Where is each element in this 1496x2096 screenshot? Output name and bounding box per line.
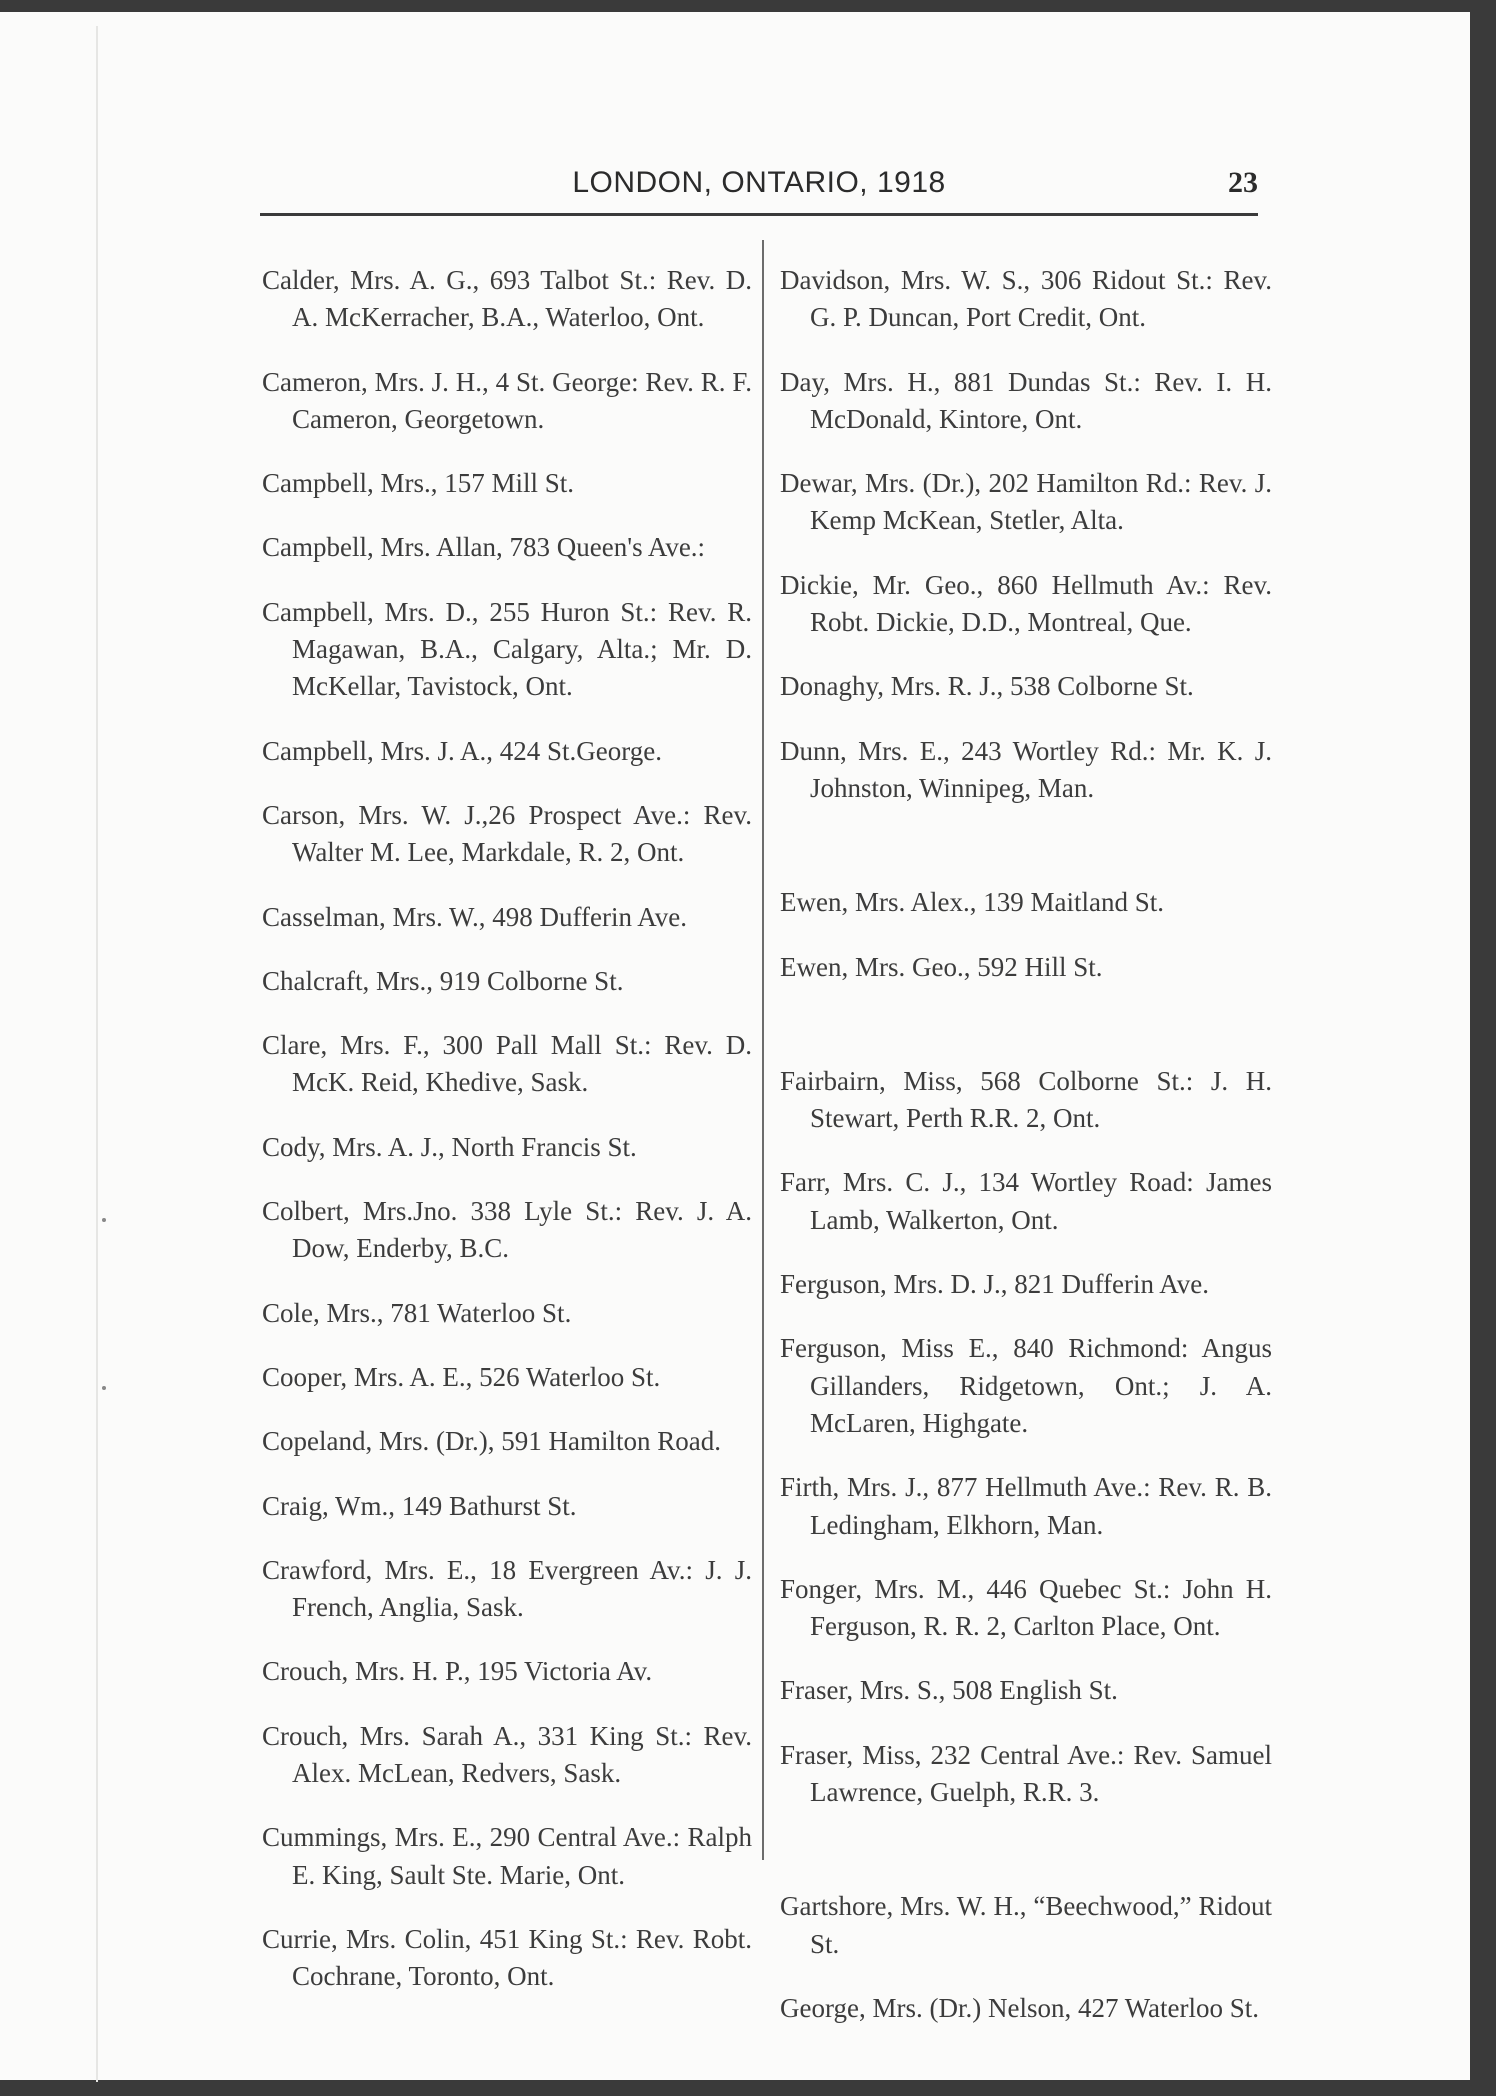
group-spacer <box>780 1819 1272 1861</box>
directory-entry: Casselman, Mrs. W., 498 Dufferin Ave. <box>262 901 687 932</box>
group-spacer <box>780 994 1272 1036</box>
entry-group-e <box>780 884 1272 986</box>
directory-entry: Crawford, Mrs. E., 18 Evergreen Av.: J. J. French, Anglia, Sask. <box>262 1554 752 1623</box>
entry-group-d <box>780 262 1272 807</box>
directory-entry: Dunn, Mrs. E., 243 Wortley Rd.: Mr. K. J. Johnston, Winnipeg, Man. <box>780 735 1272 803</box>
directory-entry: Fairbairn, Miss, 568 Colborne St.: J. H. Stewart, Perth R.R. 2, Ont. <box>780 1065 1272 1134</box>
entry-group-f <box>780 1063 1272 1811</box>
directory-entry: George, Mrs. (Dr.) Nelson, 427 Waterloo St. <box>780 1992 1260 2023</box>
directory-entry: Davidson, Mrs. W. S., 306 Ridout St.: Rev. G. P. Duncan, Port Credit, Ont. <box>780 265 1272 333</box>
directory-entry: Ewen, Mrs. Alex., 139 Maitland St. <box>780 887 1164 918</box>
directory-entry: Fonger, Mrs. M., 446 Quebec St.: John H. Ferguson, R. R. 2, Carlton Place, Ont. <box>780 1573 1272 1642</box>
scan-speck <box>102 1386 106 1390</box>
directory-entry: Currie, Mrs. Colin, 451 King St.: Rev. Robt. Cochrane, Toronto, Ont. <box>262 1923 752 1992</box>
group-spacer <box>780 815 1272 857</box>
directory-entry: Dewar, Mrs. (Dr.), 202 Hamilton Rd.: Rev. J. Kemp McKean, Stetler, Alta. <box>780 468 1272 536</box>
directory-entry: Firth, Mrs. J., 877 Hellmuth Ave.: Rev. R. B. Ledingham, Elkhorn, Man. <box>780 1472 1272 1540</box>
column-divider <box>762 240 764 1860</box>
header-rule <box>260 213 1258 216</box>
directory-entry: Campbell, Mrs. Allan, 783 Queen's Ave.: <box>262 532 706 563</box>
directory-entry: Donaghy, Mrs. R. J., 538 Colborne St. <box>780 671 1194 702</box>
directory-entry: Cody, Mrs. A. J., North Francis St. <box>262 1131 637 1162</box>
directory-entry: Ferguson, Mrs. D. J., 821 Dufferin Ave. <box>780 1269 1209 1300</box>
directory-entry: Dickie, Mr. Geo., 860 Hellmuth Av.: Rev. Robt. Dickie, D.D., Montreal, Que. <box>780 569 1272 638</box>
directory-entry: Fraser, Miss, 232 Central Ave.: Rev. Samuel Lawrence, Guelph, R.R. 3. <box>780 1739 1272 1808</box>
directory-entry: Campbell, Mrs., 157 Mill St. <box>262 468 575 499</box>
directory-entry: Ferguson, Miss E., 840 Richmond: Angus Gillanders, Ridgetown, Ont.; J. A. McLaren, Highgate. <box>780 1333 1272 1438</box>
directory-entry: Fraser, Mrs. S., 508 English St. <box>780 1675 1118 1706</box>
left-column <box>262 235 752 2004</box>
page-number: 23 <box>1228 166 1258 199</box>
entry-group-g <box>780 1888 1272 2027</box>
directory-entry: Carson, Mrs. W. J.,26 Prospect Ave.: Rev. Walter M. Lee, Markdale, R. 2, Ont. <box>262 799 752 868</box>
directory-entry: Cummings, Mrs. E., 290 Central Ave.: Ralph E. King, Sault Ste. Marie, Ont. <box>262 1822 752 1890</box>
running-header <box>260 160 1258 210</box>
directory-entry: Gartshore, Mrs. W. H., “Beechwood,” Ridout St. <box>780 1891 1272 1959</box>
directory-entry: Campbell, Mrs. D., 255 Huron St.: Rev. R. Magawan, B.A., Calgary, Alta.; Mr. D. McKellar, Tavistock, Ont. <box>262 596 752 702</box>
directory-entry: Colbert, Mrs.Jno. 338 Lyle St.: Rev. J. A. Dow, Enderby, B.C. <box>262 1196 752 1264</box>
scan-speck <box>102 1218 106 1222</box>
directory-entry: Craig, Wm., 149 Bathurst St. <box>262 1490 577 1521</box>
header-title: LONDON, ONTARIO, 1918 <box>572 166 946 199</box>
directory-entry: Chalcraft, Mrs., 919 Colborne St. <box>262 965 624 996</box>
directory-entry: Cameron, Mrs. J. H., 4 St. George: Rev. R. F. Cameron, Georgetown. <box>262 366 752 434</box>
page-gutter <box>96 26 98 2082</box>
directory-entry: Day, Mrs. H., 881 Dundas St.: Rev. I. H. McDonald, Kintore, Ont. <box>780 366 1272 434</box>
directory-entry: Cole, Mrs., 781 Waterloo St. <box>262 1297 572 1328</box>
directory-entry: Cooper, Mrs. A. E., 526 Waterloo St. <box>262 1361 661 1392</box>
directory-entry: Farr, Mrs. C. J., 134 Wortley Road: James Lamb, Walkerton, Ont. <box>780 1167 1272 1235</box>
directory-entry: Clare, Mrs. F., 300 Pall Mall St.: Rev. D. McK. Reid, Khedive, Sask. <box>262 1030 752 1098</box>
directory-entry: Calder, Mrs. A. G., 693 Talbot St.: Rev. D. A. McKerracher, B.A., Waterloo, Ont. <box>262 265 752 333</box>
directory-entry: Crouch, Mrs. H. P., 195 Victoria Av. <box>262 1656 653 1687</box>
directory-entry: Ewen, Mrs. Geo., 592 Hill St. <box>780 951 1103 982</box>
directory-entry: Copeland, Mrs. (Dr.), 591 Hamilton Road. <box>262 1426 721 1457</box>
directory-entry: Crouch, Mrs. Sarah A., 331 King St.: Rev. Alex. McLean, Redvers, Sask. <box>262 1720 752 1789</box>
directory-entry: Campbell, Mrs. J. A., 424 St.George. <box>262 735 662 766</box>
right-column <box>780 235 1272 2035</box>
